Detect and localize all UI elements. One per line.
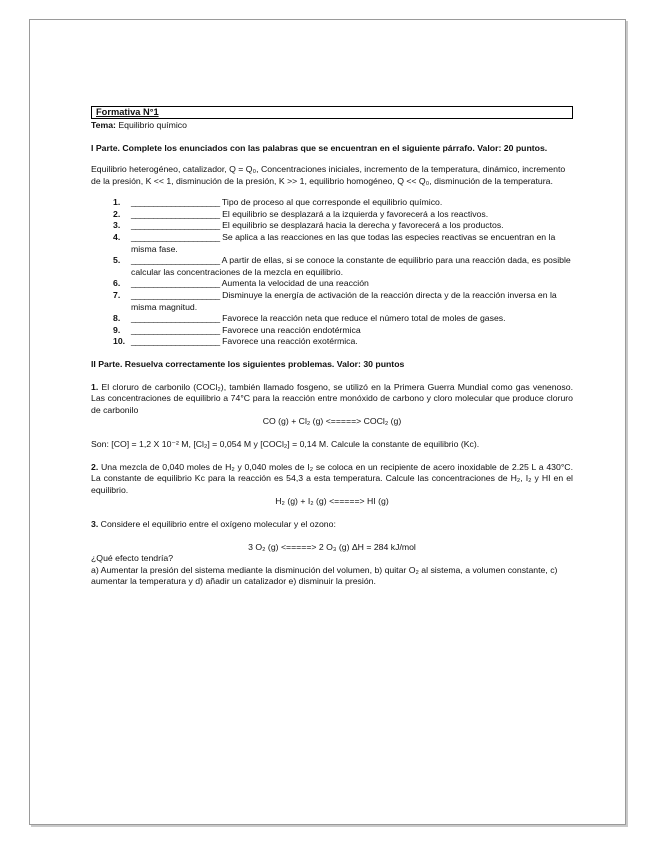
list-item [91,209,573,221]
part2-heading: II Parte. Resuelva correctamente los siguientes problemas. Valor: 30 puntos [91,359,405,369]
answer-blank: ____________________ [131,313,220,324]
list-item [91,197,573,209]
answer-blank: ____________________ [131,220,220,231]
item-number: 8. [113,313,121,324]
answer-blank: ____________________ [131,232,220,243]
topic-label: Tema: [91,120,116,130]
document-title: Formativa N°1 [91,106,573,119]
item-text: Tipo de proceso al que corresponde el equilibrio químico. [221,197,443,208]
list-item [91,313,573,325]
problem-3-question: ¿Qué efecto tendría? [91,553,174,564]
answer-blank: ____________________ [131,278,220,289]
topic-value: Equilibrio químico [118,120,187,130]
problem-1-equation: CO (g) + Cl₂ (g) <=====> COCl₂ (g) [262,416,402,427]
list-item [91,220,573,232]
item-text: Se aplica a las reacciones en las que todas las especies reactivas se encuentran en la misma fase. [131,232,556,254]
list-item [91,255,573,278]
item-number: 5. [113,255,121,266]
problem-1 [91,382,573,417]
problem-3-options: a) Aumentar la presión del sistema mediante la disminución del volumen, b) quitar O₂ al sistema, a volumen constante, c) aumentar la temperatura y d) añadir un catalizador e) disminuir la presión. [91,564,558,587]
problem-number: 1. [91,381,99,392]
item-number: 9. [113,324,121,335]
item-text: Favorece la reacción neta que reduce el número total de moles de gases. [222,313,506,324]
item-number: 2. [113,208,121,219]
problem-1-data: Son: [CO] = 1,2 X 10⁻² M, [Cl₂] = 0,054 M y [COCl₂] = 0,14 M. Calcule la constante de equilibrio (Kc). [91,438,480,449]
problem-3 [91,519,573,531]
answer-blank: ____________________ [131,197,220,208]
problem-text: El cloruro de carbonilo (COCl₂), también llamado fosgeno, se utilizó en la Primera Guerra Mundial como gas venenoso. Las concentraciones de equilibrio a 74°C para la reacción entre monóxido de carbono y cloro molecular que produce cloruro de carbonilo [91,381,573,415]
list-item [91,278,573,290]
item-text: Favorece una reacción exotérmica. [222,336,358,347]
part1-heading: I Parte. Complete los enunciados con las palabras que se encuentran en el siguiente párrafo. Valor: 20 puntos. [91,142,548,153]
problem-text: Una mezcla de 0,040 moles de H₂ y 0,040 moles de I₂ se coloca en un recipiente de acero inoxidable de 2.25 L a 430°C. La constante de equilibrio Kc para la reacción es 54,3 a esta temperatura. Calcule las concentraciones de H₂, I₂ y HI en el equilibrio. [91,461,573,495]
item-text: El equilibrio se desplazará a la izquierda y favorecerá a los reactivos. [222,208,489,219]
item-text: Disminuye la energía de activación de la reacción directa y de la reacción inversa en la misma magnitud. [131,290,557,312]
answer-blank: ____________________ [131,290,220,301]
problem-3-equation: 3 O₂ (g) <=====> 2 O₃ (g) ΔH = 284 kJ/mol [248,541,416,552]
answer-blank: ____________________ [131,208,220,219]
item-number: 10. [113,336,126,347]
item-text: Favorece una reacción endotérmica [222,324,361,335]
item-number: 1. [113,197,121,208]
item-number: 6. [113,278,121,289]
list-item [91,325,573,337]
problem-text: Considere el equilibrio entre el oxígeno molecular y el ozono: [100,518,336,529]
item-number: 7. [113,290,121,301]
problem-number: 2. [91,461,99,472]
topic-line [91,120,573,132]
document-content [91,106,573,588]
document-page [30,20,625,824]
item-text: A partir de ellas, si se conoce la constante de equilibrio para una reacción dada, es posible calcular las concentraciones de la mezcla en equilibrio. [131,255,571,277]
fill-in-list [91,197,573,348]
item-text: Aumenta la velocidad de una reacción [221,278,369,289]
answer-blank: ____________________ [131,255,220,266]
answer-blank: ____________________ [131,336,220,347]
list-item [91,290,573,313]
item-number: 4. [113,232,121,243]
problem-2-equation: H₂ (g) + I₂ (g) <=====> HI (g) [275,496,389,507]
problem-number: 3. [91,518,99,529]
word-bank-paragraph: Equilibrio heterogéneo, catalizador, Q = Q₀, Concentraciones iniciales, incremento de la temperatura, dinámico, incremento de la presión, K << 1, disminución de la presión, K >> 1, equilibrio homogéneo, Q << Q₀, disminución de la temperatura. [91,164,566,186]
list-item [91,232,573,255]
item-number: 3. [113,220,121,231]
problem-2 [91,462,573,497]
item-text: El equilibrio se desplazará hacia la derecha y favorecerá a los productos. [222,220,504,231]
list-item [91,336,573,348]
answer-blank: ____________________ [131,324,220,335]
